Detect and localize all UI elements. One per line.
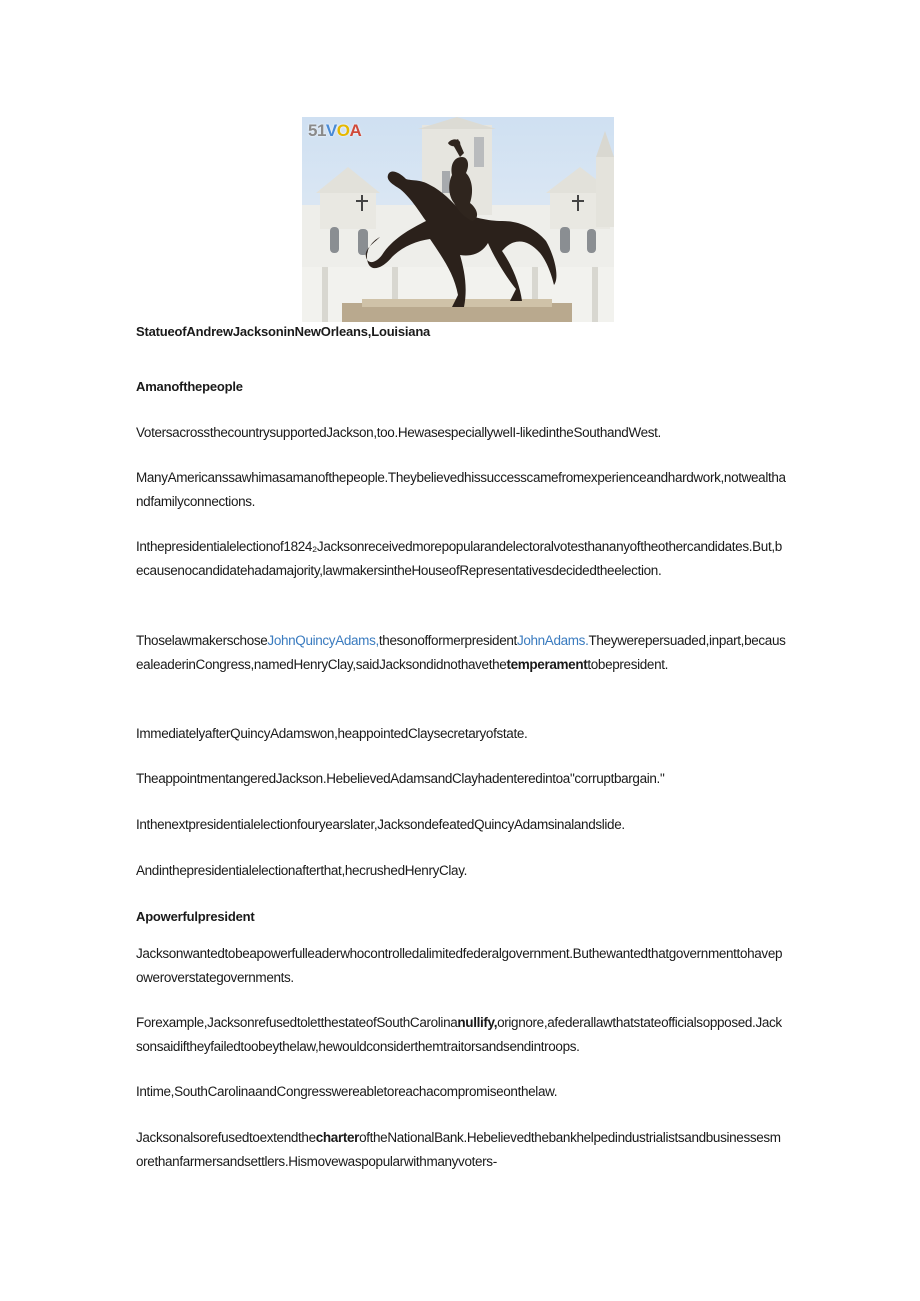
text: thesonofformerpresident — [378, 633, 517, 648]
text: tobepresident. — [587, 657, 669, 672]
logo-o: O — [336, 121, 350, 140]
paragraph: Jacksonwantedtobeapowerfulleaderwhocontrolledalimitedfederalgovernment.Buthewantedthatgovernmenttohavepoweroverstategovernments. — [136, 946, 783, 985]
photo-caption: StatueofAndrewJacksoninNewOrleans,Louisiana — [136, 324, 431, 339]
keyword-temperament: temperament — [506, 657, 588, 672]
text: Theywerepersuaded,inpart,becausealeaderinCongress,namedHenryClay,saidJacksondidnothavethe — [136, 633, 786, 672]
logo-a: A — [349, 121, 362, 140]
paragraph: ManyAmericanssawhimasamanofthepeople.Theybelievedhissuccesscamefromexperienceandhardwork,notwealthandfamilyconnections. — [136, 470, 786, 509]
keyword-nullify: nullify, — [457, 1015, 498, 1030]
statue-illustration — [302, 117, 614, 322]
paragraph: VotersacrossthecountrysupportedJackson,too.HewasespeciallywelI-likedintheSouthandWest. — [136, 425, 661, 440]
paragraph-adams — [136, 629, 786, 677]
paragraph: Intime,SouthCarolinaandCongresswereabletoreachacompromiseonthelaw. — [136, 1084, 558, 1099]
link-john-quincy-adams[interactable]: JohnQuincyAdams, — [267, 633, 379, 648]
statue-photo — [302, 117, 614, 322]
section-heading-powerful-president: Apowerfulpresident — [136, 909, 255, 924]
text: oftheNationalBank.Hebelievedthebankhelpedindustrialistsandbusinessesmorethanfarmersandsettlers.Hismovewaspopularwithmanyvoters- — [136, 1130, 781, 1169]
paragraph: ImmediatelyafterQuincyAdamswon,heappointedClaysecretaryofstate. — [136, 726, 528, 741]
section-heading-man-of-people: Amanofthepeople — [136, 379, 243, 394]
text: Thoselawmakerschose — [136, 633, 268, 648]
paragraph-nullify — [136, 1011, 786, 1059]
text: orignore,afederallawthatstateofficialsopposed.Jacksonsaidiftheyfailedtoobeythelaw,hewouldconsiderthemtraitorsandsendintroops. — [136, 1015, 782, 1054]
paragraph-bank — [136, 1126, 786, 1174]
logo-v: V — [325, 121, 337, 140]
51voa-logo — [308, 121, 361, 141]
text: Jacksonalsorefusedtoextendthe — [136, 1130, 316, 1145]
paragraph: Inthenextpresidentialelectionfouryearslater,JacksondefeatedQuincyAdamsinalandslide. — [136, 817, 625, 832]
paragraph: TheappointmentangeredJackson.HebelievedAdamsandClayhadenteredintoa"corruptbargain." — [136, 771, 665, 786]
paragraph: Inthepresidentialelectionof1824₂Jacksonreceivedmorepopularandelectoralvotesthananyoftheothercandidates.But,becausenocandidatehadamajority,lawmakersintheHouseofRepresentativesdecidedtheelection. — [136, 539, 782, 578]
text: Forexample,JacksonrefusedtoletthestateofSouthCarolina — [136, 1015, 458, 1030]
link-john-adams[interactable]: JohnAdams. — [516, 633, 589, 648]
keyword-charter: charter — [315, 1130, 360, 1145]
paragraph: Andinthepresidentialelectionafterthat,hecrushedHenryClay. — [136, 863, 468, 878]
logo-51: 51 — [308, 121, 326, 140]
